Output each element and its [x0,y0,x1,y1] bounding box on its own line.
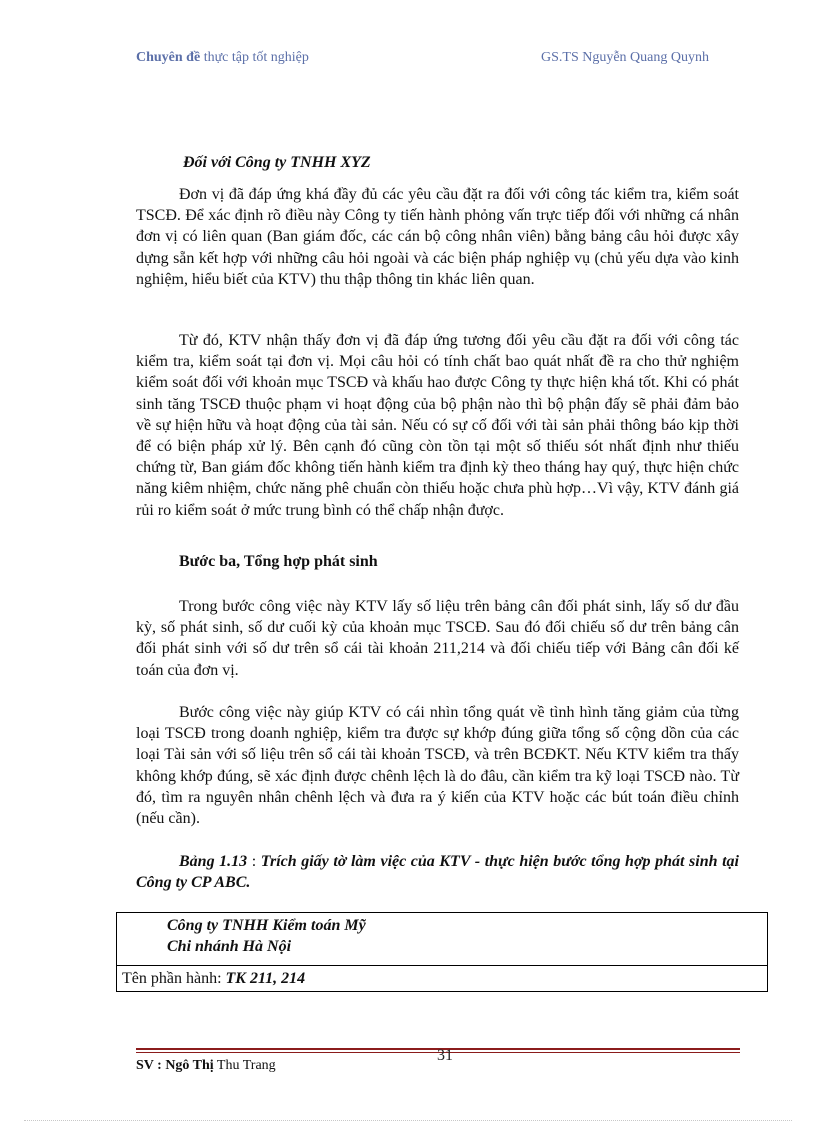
table-caption [136,851,739,893]
section-heading-xyz: Đối với Công ty TNHH XYZ [183,154,371,171]
company-cell [117,913,767,966]
paragraph-2: Từ đó, KTV nhận thấy đơn vị đã đáp ứng tương đối yêu cầu đặt ra đối với công tác kiểm tra, kiểm soát tại đơn vị. Mọi câu hỏi có tính chất bao quát nhất đề ra cho thử nghiệm kiểm soát đối với khoản mục TSCĐ và khấu hao được Công ty thực hiện khá tốt. Khi có phát sinh tăng TSCĐ thuộc phạm vi hoạt động của bộ phận nào thì bộ phận đấy sẽ phải đảm bảo về sự hiện hữu và hoạt động của tài sản. Nếu có sự cố đối với tài sản phải thông báo kịp thời để có biện pháp xử lý. Bên cạnh đó cũng còn tồn tại một số thiếu sót nhất định như thiếu chứng từ, Ban giám đốc không tiến hành kiểm tra định kỳ theo tháng hay quý, thực hiện chức năng kiêm nhiệm, chức năng phê chuẩn còn thiếu hoặc chưa phù hợp…Vì vậy, KTV đánh giá rủi ro kiểm soát ở mức trung bình có thể chấp nhận được. [136,332,739,519]
header-left-bold: Chuyên đề [136,50,201,65]
caption-text: Trích giấy tờ làm việc của KTV - thực hiện bước tổng hợp phát sinh tại Công ty CP ABC. [136,853,740,891]
footer-student [136,1058,276,1074]
company-branch: Chi nhánh Hà Nội [167,938,292,955]
working-paper-table [116,912,768,992]
student-label: SV : [136,1058,166,1073]
company-name: Công ty TNHH Kiểm toán Mỹ [167,917,366,934]
paragraph-3: Trong bước công việc này KTV lấy số liệu trên bảng cân đối phát sinh, lấy số dư đầu kỳ, số phát sinh, số dư cuối kỳ của khoản mục TSCĐ. Sau đó đối chiếu số dư trên bảng cân đối phát sinh với số dư trên sổ cái tài khoản 211,214 và đối chiếu tiếp với Bảng cân đối kế toán của đơn vị. [136,598,739,679]
page-bottom-divider [24,1120,792,1121]
student-name-rest: Thu Trang [213,1058,276,1073]
section-label: Tên phần hành: [122,970,226,987]
paragraph-1: Đơn vị đã đáp ứng khá đầy đủ các yêu cầu đặt ra đối với công tác kiểm tra, kiểm soát TSCĐ. Để xác định rõ điều này Công ty tiến hành phỏng vấn trực tiếp đối với những cá nhân đơn vị có liên quan (Ban giám đốc, các cán bộ công nhân viên) bằng bảng câu hỏi được xây dựng sẵn kết hợp với những câu hỏi ngoài và các biện pháp nghiệp vụ (chủ yếu dựa vào kinh nghiệm, hiểu biết của KTV) thu thập thông tin khác liên quan. [136,186,739,288]
header-left-rest: thực tập tốt nghiệp [200,50,309,65]
page-number: 31 [437,1047,453,1064]
section-cell [117,966,767,989]
header-right: GS.TS Nguyễn Quang Quynh [541,50,709,65]
section-heading-step3: Bước ba, Tổng hợp phát sinh [179,553,378,570]
caption-label: Bảng 1.13 [179,853,248,870]
paragraph-4: Bước công việc này giúp KTV có cái nhìn tổng quát về tình hình tăng giảm của từng loại TSCĐ trong doanh nghiệp, kiểm tra được sự khớp đúng giữa tổng số cộng dồn của các loại Tài sản với số liệu trên sổ cái tài khoản TSCĐ, và trên BCĐKT. Nếu KTV kiểm tra thấy không khớp đúng, sẽ xác định được chênh lệch là do đâu, cần kiểm tra kỹ loại TSCĐ nào. Từ đó, tìm ra nguyên nhân chênh lệch và đưa ra ý kiến của KTV hoặc các bút toán điều chỉnh (nếu cần). [136,704,739,828]
student-name-bold: Ngô Thị [165,1058,214,1073]
section-value: TK 211, 214 [225,970,306,987]
caption-separator: : [247,853,261,870]
header-left [136,50,309,66]
